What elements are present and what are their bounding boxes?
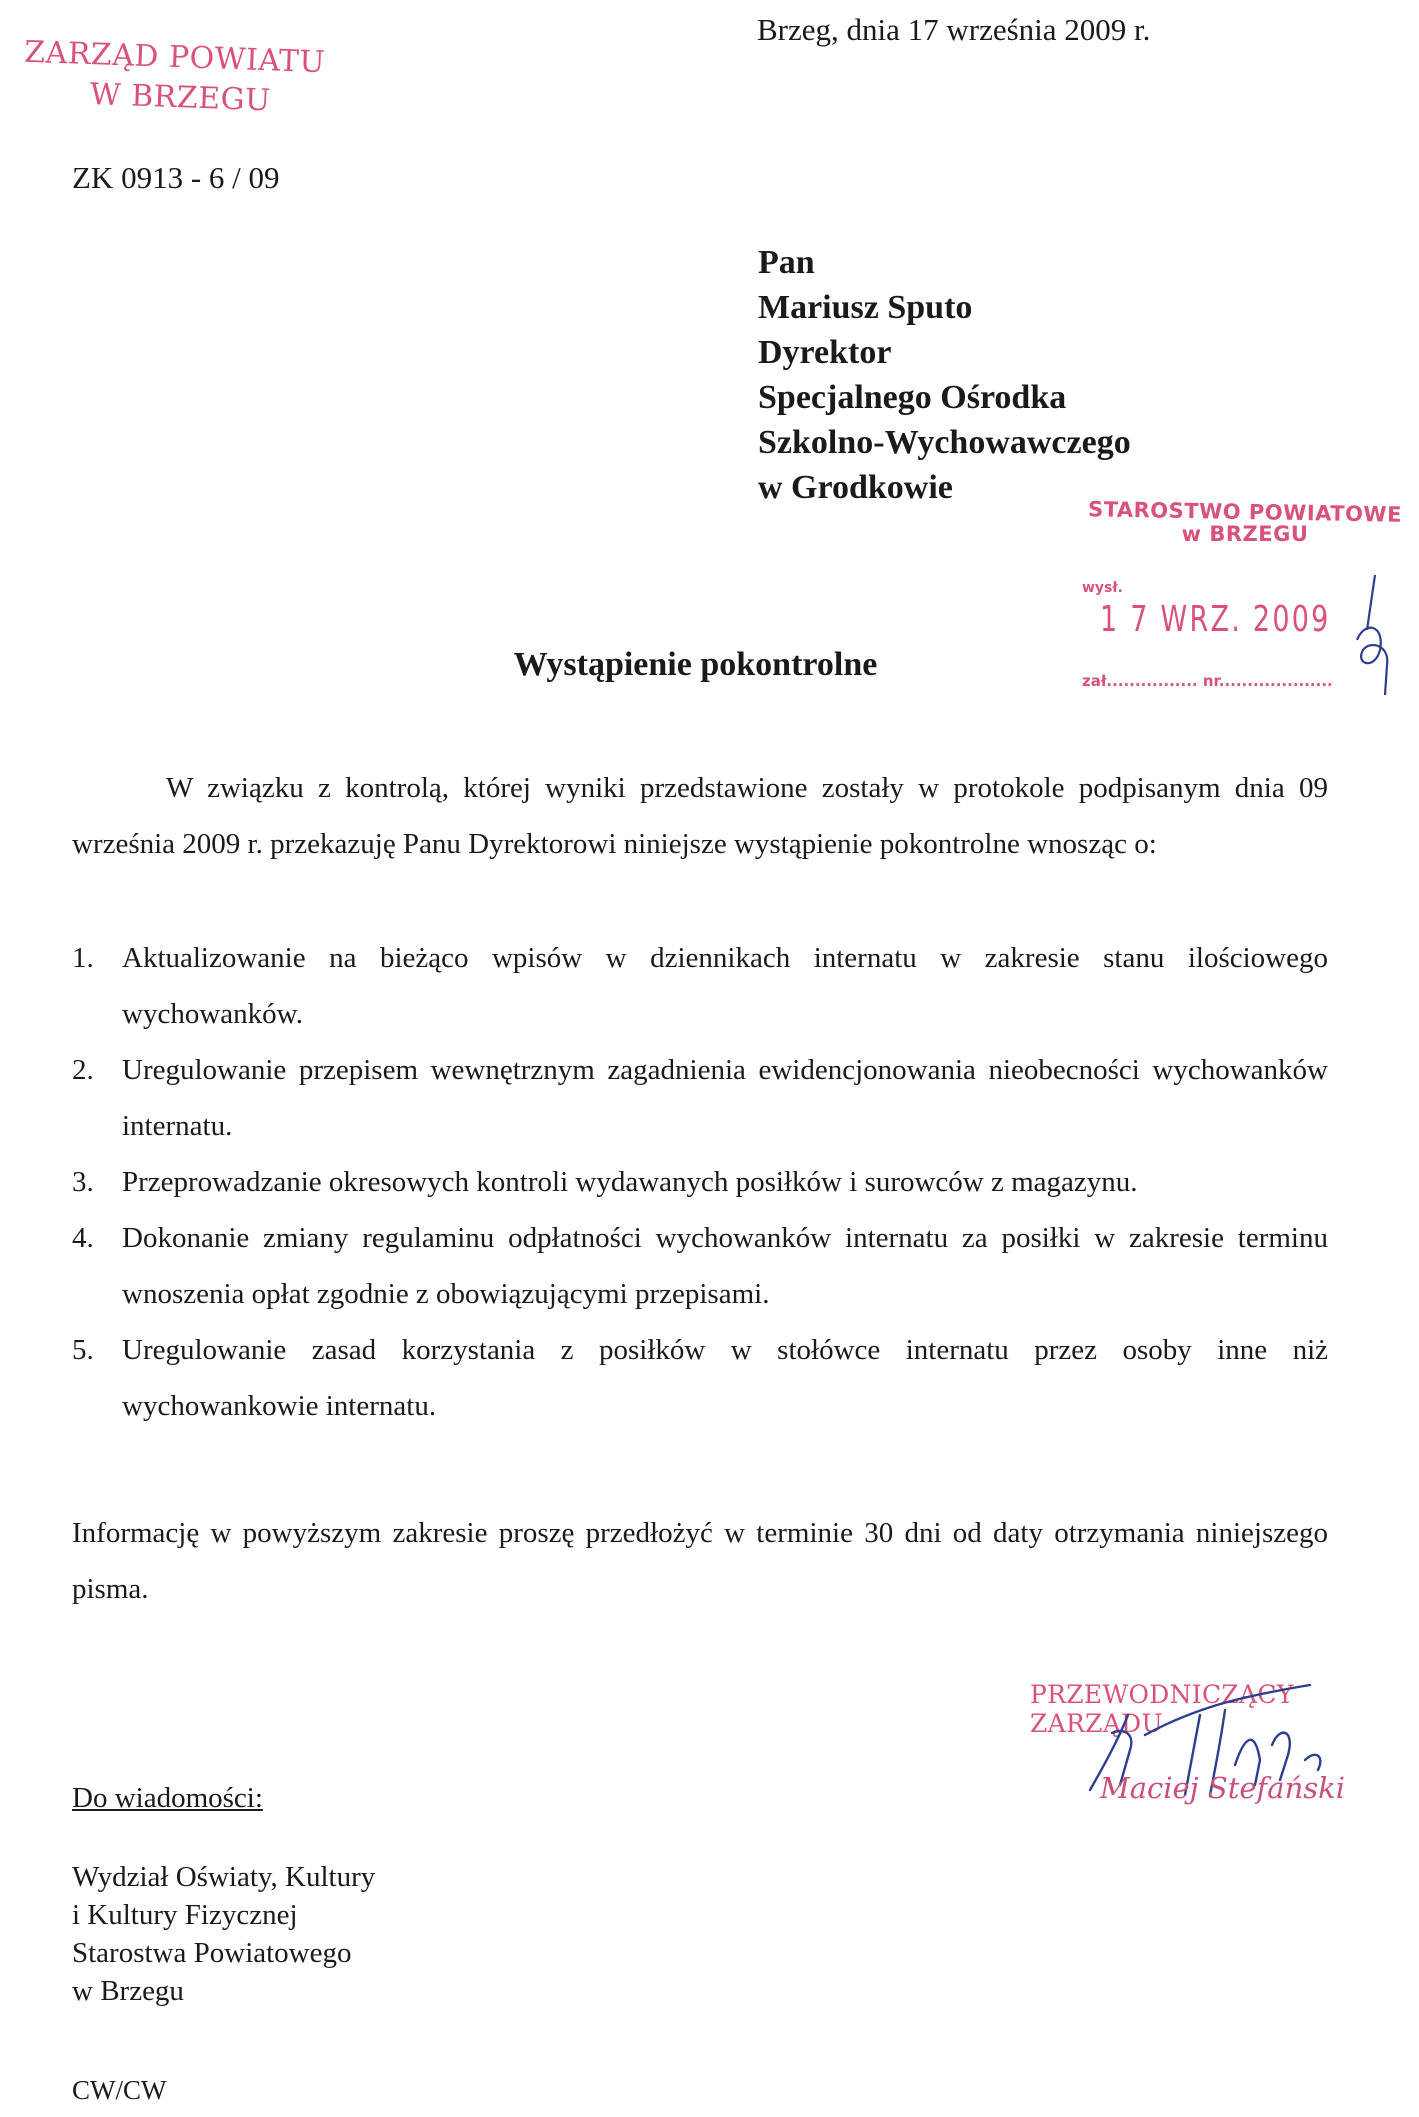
- addressee-line: Specjalnego Ośrodka: [758, 379, 1067, 416]
- cc-line: i Kultury Fizycznej: [72, 1899, 298, 1931]
- registry-stamp-line-1: STAROSTWO POWIATOWE: [1087, 497, 1403, 527]
- list-item-number: 2.: [72, 1054, 94, 1086]
- registry-stamp-line-2: w BRZEGU: [1181, 522, 1309, 546]
- list-item-text: Aktualizowanie na bieżąco wpisów w dziennikach internatu w zakresie stanu ilościowego wychowanków.: [122, 942, 1328, 1030]
- reference-number: ZK 0913 - 6 / 09: [72, 160, 280, 195]
- cc-recipient-block: [72, 1858, 375, 2010]
- addressee-line: Mariusz Sputo: [758, 289, 973, 326]
- list-item: [72, 1154, 1328, 1210]
- stamp-line-1: ZARZĄD POWIATU: [23, 34, 326, 81]
- stamp-zarzad-powiatu: [13, 32, 336, 123]
- date-line: Brzeg, dnia 17 września 2009 r.: [757, 12, 1151, 47]
- addressee-line: w Grodkowie: [758, 469, 953, 506]
- registry-attachment-row: zał................ nr....................: [1082, 672, 1333, 690]
- list-item-number: 3.: [72, 1166, 94, 1198]
- list-item: [72, 1210, 1328, 1322]
- author-initials: CW/CW: [72, 2075, 167, 2105]
- cc-line: w Brzegu: [72, 1975, 184, 2007]
- list-item-text: Przeprowadzanie okresowych kontroli wydawanych posiłków i surowców z magazynu.: [122, 1166, 1138, 1198]
- intro-paragraph: W związku z kontrolą, której wyniki przedstawione zostały w protokole podpisanym dnia 09 września 2009 r. przekazuję Panu Dyrektorowi niniejsze wystąpienie pokontrolne wnosząc o:: [72, 772, 1328, 860]
- addressee-line: Pan: [758, 244, 815, 281]
- registry-sent-date: 1 7 WRZ. 2009: [1100, 599, 1331, 640]
- requests-list: [72, 930, 1328, 1434]
- registry-initials-signature: [1345, 570, 1405, 710]
- addressee-line: Dyrektor: [758, 334, 892, 371]
- closing-paragraph: Informację w powyższym zakresie proszę przedłożyć w terminie 30 dni od daty otrzymania niniejszego pisma.: [72, 1517, 1328, 1605]
- registry-sent-label: wysł.: [1082, 580, 1123, 596]
- stamp-line-2: W BRZEGU: [89, 77, 272, 119]
- list-item-text: Uregulowanie przepisem wewnętrznym zagadnienia ewidencjonowania nieobecności wychowanków internatu.: [122, 1054, 1328, 1142]
- addressee-line: Szkolno-Wychowawczego: [758, 424, 1131, 461]
- list-item: [72, 1042, 1328, 1154]
- cc-line: Wydział Oświaty, Kultury: [72, 1861, 376, 1893]
- registry-stamp: [1080, 497, 1410, 546]
- subject-text: Wystąpienie pokontrolne: [513, 646, 878, 683]
- list-item-number: 1.: [72, 942, 94, 974]
- addressee-block: [758, 240, 1131, 510]
- list-item-text: Dokonanie zmiany regulaminu odpłatności wychowanków internatu za posiłki w zakresie terminu wnoszenia opłat zgodnie z obowiązującymi przepisami.: [122, 1222, 1328, 1310]
- document-subject: [0, 646, 1419, 684]
- cc-line: Starostwa Powiatowego: [72, 1937, 352, 1969]
- chairman-name: Maciej Stefański: [1100, 1771, 1345, 1805]
- list-item-number: 5.: [72, 1334, 94, 1366]
- list-item: [72, 930, 1328, 1042]
- list-item-number: 4.: [72, 1222, 94, 1254]
- cc-heading: Do wiadomości:: [72, 1782, 263, 1814]
- list-item: [72, 1322, 1328, 1434]
- chairman-stamp-title: PRZEWODNICZĄCY ZARZĄDU: [1030, 1680, 1294, 1738]
- list-item-text: Uregulowanie zasad korzystania z posiłków w stołówce internatu przez osoby inne niż wychowankowie internatu.: [122, 1334, 1328, 1422]
